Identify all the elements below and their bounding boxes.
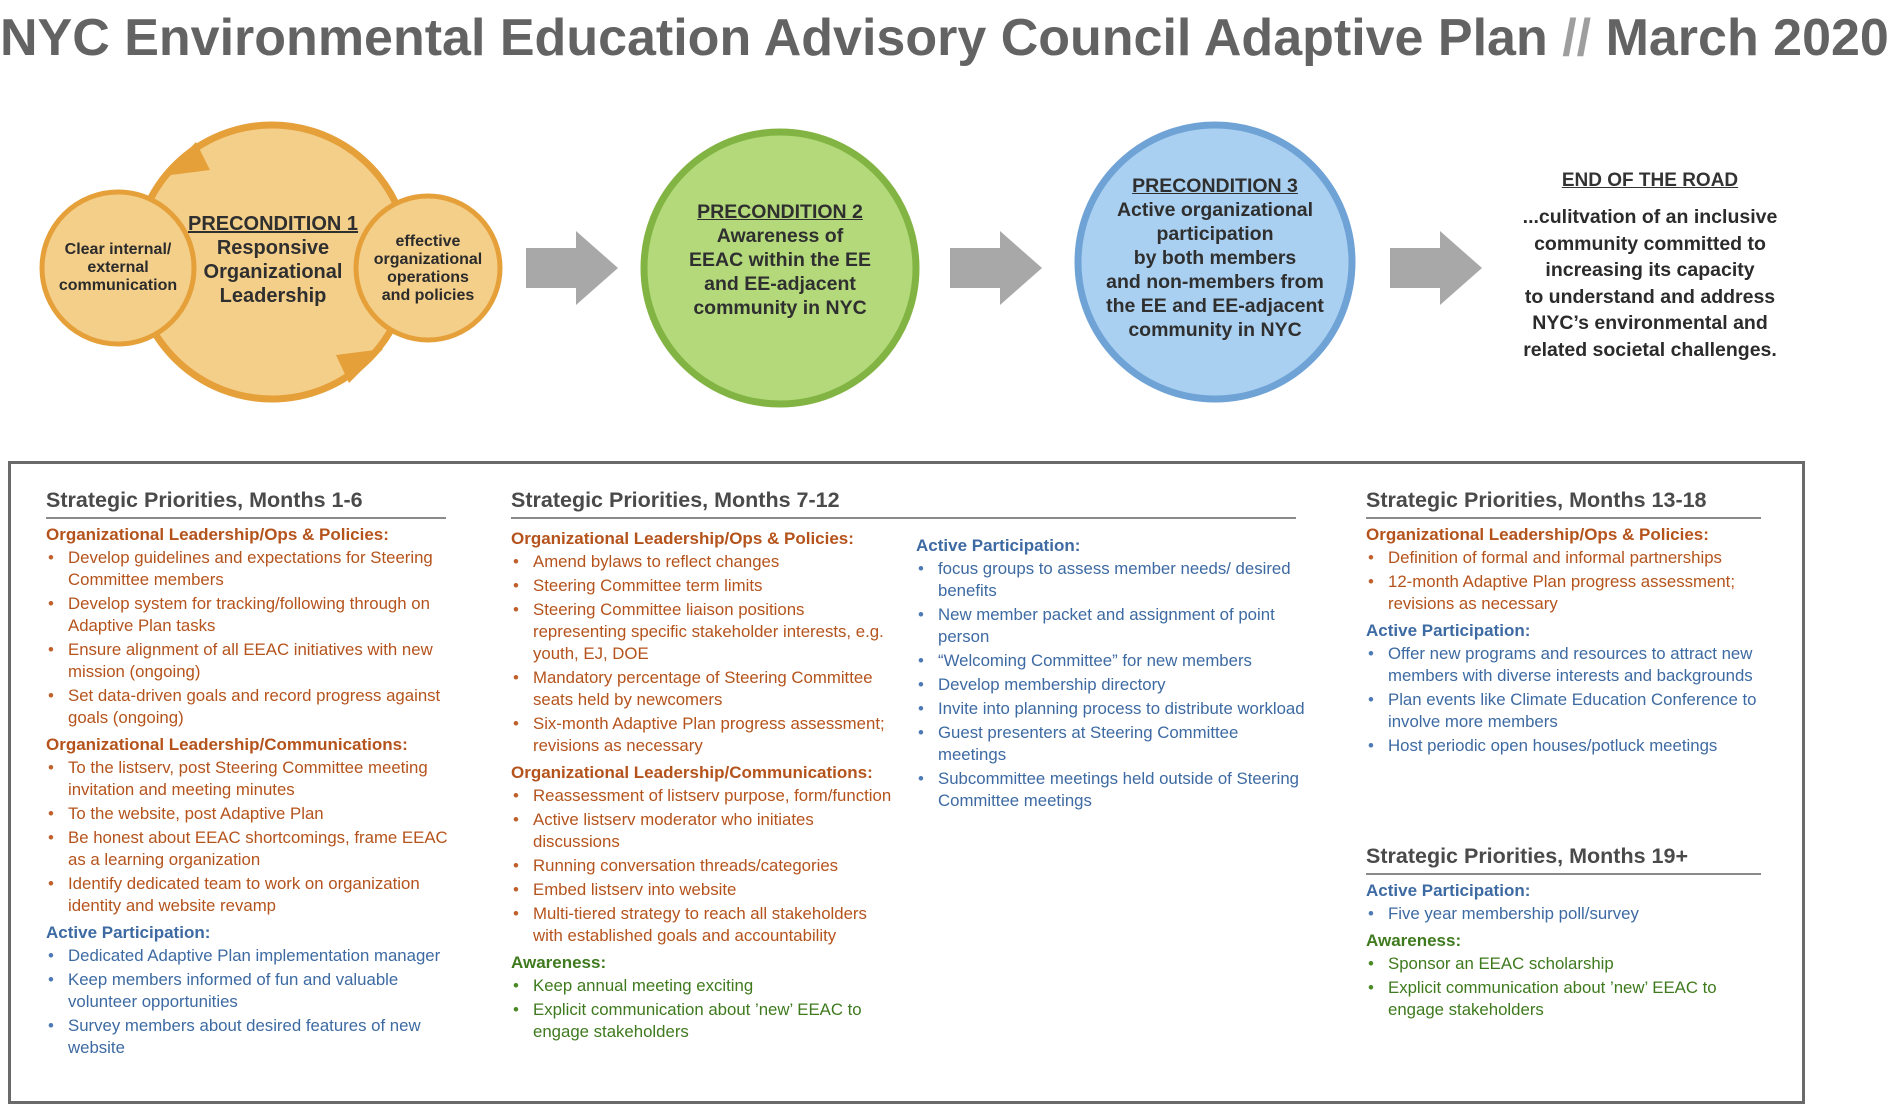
list-item: • Offer new programs and resources to attract new members with diverse interests and backgrounds: [1366, 643, 1776, 687]
list-item: • Ensure alignment of all EEAC initiatives with new mission (ongoing): [46, 639, 461, 683]
communication-line: communication: [58, 277, 178, 294]
precondition-3-line: and non-members from: [1106, 271, 1324, 293]
section-heading: Active Participation:: [916, 536, 1081, 555]
precondition-1-line: Leadership: [219, 285, 327, 307]
section-heading: Active Participation:: [1366, 621, 1531, 640]
title-separator: //: [1562, 9, 1592, 67]
operations-line: operations: [387, 269, 469, 286]
list-item: • Identify dedicated team to work on organization identity and website revamp: [46, 873, 461, 917]
list-item: • Host periodic open houses/potluck meetings: [1366, 735, 1776, 757]
precondition-2-label: [660, 200, 900, 320]
list-item: • Five year membership poll/survey: [1366, 903, 1776, 925]
list-item: • Develop system for tracking/following through on Adaptive Plan tasks: [46, 593, 461, 637]
section-heading: Active Participation:: [1366, 881, 1531, 900]
precondition-1-line: Organizational: [203, 261, 343, 283]
priorities-heading: Strategic Priorities, Months 7-12: [511, 488, 1296, 519]
priority-list: [1366, 953, 1776, 1021]
priority-list: [511, 975, 901, 1043]
list-item: • Embed listserv into website: [511, 879, 901, 901]
precondition-3-line: the EE and EE-adjacent: [1106, 295, 1324, 317]
list-item: • Dedicated Adaptive Plan implementation manager: [46, 945, 461, 967]
precondition-3-line: community in NYC: [1128, 319, 1302, 341]
priorities-7-12-right: [916, 530, 1306, 814]
section-heading: Active Participation:: [46, 923, 211, 942]
list-item: • focus groups to assess member needs/ desired benefits: [916, 558, 1306, 602]
section-heading: Organizational Leadership/Communications:: [46, 735, 408, 754]
precondition-2-line: community in NYC: [693, 297, 867, 319]
precondition-3-line: Active organizational: [1116, 199, 1314, 221]
operations-line: organizational: [373, 251, 483, 268]
priorities-heading: Strategic Priorities, Months 13-18: [1366, 488, 1761, 519]
list-item: • Invite into planning process to distribute workload: [916, 698, 1306, 720]
list-item: • Explicit communication about ’new’ EEAC to engage stakeholders: [511, 999, 901, 1043]
precondition-3-line: participation: [1156, 223, 1274, 245]
list-item: • Steering Committee term limits: [511, 575, 901, 597]
priorities-months-1-6: [46, 488, 461, 1061]
list-item: • 12-month Adaptive Plan progress assessment; revisions as necessary: [1366, 571, 1776, 615]
precondition-1-line: Responsive: [216, 237, 330, 259]
priority-list: [46, 547, 461, 729]
section-heading: Organizational Leadership/Ops & Policies:: [511, 529, 854, 548]
list-item: • New member packet and assignment of point person: [916, 604, 1306, 648]
list-item: • Develop membership directory: [916, 674, 1306, 696]
list-item: • Keep members informed of fun and valuable volunteer opportunities: [46, 969, 461, 1013]
end-of-road-line: community committed to: [1534, 232, 1766, 255]
list-item: • Guest presenters at Steering Committee meetings: [916, 722, 1306, 766]
end-of-road-line: increasing its capacity: [1545, 259, 1755, 281]
priority-list: [511, 785, 901, 947]
list-item: • Plan events like Climate Education Conference to involve more members: [1366, 689, 1776, 733]
list-item: • Develop guidelines and expectations for Steering Committee members: [46, 547, 461, 591]
list-item: • Definition of formal and informal partnerships: [1366, 547, 1776, 569]
list-item: • Amend bylaws to reflect changes: [511, 551, 901, 573]
arrow-2-icon: [950, 231, 1042, 305]
list-item: • Mandatory percentage of Steering Committee seats held by newcomers: [511, 667, 901, 711]
end-of-road-text: [1500, 204, 1800, 363]
operations-line: effective: [395, 233, 461, 250]
priority-list: [46, 757, 461, 917]
priority-list: [1366, 643, 1776, 757]
priority-list: [1366, 547, 1776, 615]
precondition-3-label: [1085, 174, 1345, 342]
priority-list: [46, 945, 461, 1059]
list-item: • Subcommittee meetings held outside of Steering Committee meetings: [916, 768, 1306, 812]
list-item: • Sponsor an EEAC scholarship: [1366, 953, 1776, 975]
precondition-1-heading: PRECONDITION 1: [187, 213, 359, 235]
list-item: • Set data-driven goals and record progress against goals (ongoing): [46, 685, 461, 729]
section-heading: Organizational Leadership/Communications:: [511, 763, 873, 782]
priorities-7-12-left: [511, 523, 901, 1045]
section-heading: Organizational Leadership/Ops & Policies:: [46, 525, 389, 544]
section-heading: Organizational Leadership/Ops & Policies:: [1366, 525, 1709, 544]
precondition-1-label: [182, 212, 364, 308]
operations-label: [362, 233, 494, 305]
list-item: • Survey members about desired features of new website: [46, 1015, 461, 1059]
list-item: • Running conversation threads/categories: [511, 855, 901, 877]
end-of-road-line: NYC’s environmental and: [1532, 312, 1768, 334]
precondition-3-heading: PRECONDITION 3: [1132, 175, 1298, 197]
list-item: • Six-month Adaptive Plan progress assessment; revisions as necessary: [511, 713, 901, 757]
title-date: March 2020: [1605, 9, 1889, 67]
end-of-road-line: ...culitvation of an inclusive: [1522, 206, 1778, 228]
section-heading: Awareness:: [1366, 931, 1462, 950]
list-item: • Steering Committee liaison positions representing specific stakeholder interests, e.g. youth, EJ, DOE: [511, 599, 901, 665]
priorities-months-13-18: [1366, 488, 1776, 759]
operations-line: and policies: [381, 287, 475, 304]
communication-line: Clear internal/: [64, 241, 172, 258]
precondition-2-line: Awareness of: [716, 225, 844, 247]
list-item: • Explicit communication about ’new’ EEAC to engage stakeholders: [1366, 977, 1776, 1021]
communication-label: [50, 241, 186, 295]
list-item: • To the website, post Adaptive Plan: [46, 803, 461, 825]
precondition-3-line: by both members: [1133, 247, 1297, 269]
list-item: • Reassessment of listserv purpose, form/function: [511, 785, 901, 807]
arrow-1-icon: [526, 231, 618, 305]
priority-list: [1366, 903, 1776, 925]
list-item: • Multi-tiered strategy to reach all stakeholders with established goals and accountability: [511, 903, 901, 947]
list-item: • Be honest about EEAC shortcomings, frame EEAC as a learning organization: [46, 827, 461, 871]
list-item: • Active listserv moderator who initiates discussions: [511, 809, 901, 853]
precondition-2-line: EEAC within the EE: [688, 249, 871, 271]
priorities-months-7-12: [511, 488, 1311, 1041]
priority-list: [916, 558, 1306, 812]
precondition-2-heading: PRECONDITION 2: [697, 201, 863, 223]
list-item: • To the listserv, post Steering Committee meeting invitation and meeting minutes: [46, 757, 461, 801]
section-heading: Awareness:: [511, 953, 607, 972]
strategic-priorities-panel: [8, 461, 1805, 1104]
arrow-3-icon: [1390, 231, 1482, 305]
list-item: • “Welcoming Committee” for new members: [916, 650, 1306, 672]
priorities-heading: Strategic Priorities, Months 1-6: [46, 488, 446, 519]
end-of-road-line: to understand and address: [1524, 285, 1776, 308]
end-of-road-heading: END OF THE ROAD: [1561, 170, 1739, 191]
communication-line: external: [87, 259, 149, 276]
list-item: • Keep annual meeting exciting: [511, 975, 901, 997]
title-main: NYC Environmental Education Advisory Council Adaptive Plan: [0, 9, 1548, 67]
priority-list: [511, 551, 901, 757]
priorities-months-19-plus: [1366, 844, 1776, 1023]
priorities-heading: Strategic Priorities, Months 19+: [1366, 844, 1761, 875]
end-of-road-line: related societal challenges.: [1523, 338, 1777, 361]
precondition-2-line: and EE-adjacent: [704, 273, 856, 295]
